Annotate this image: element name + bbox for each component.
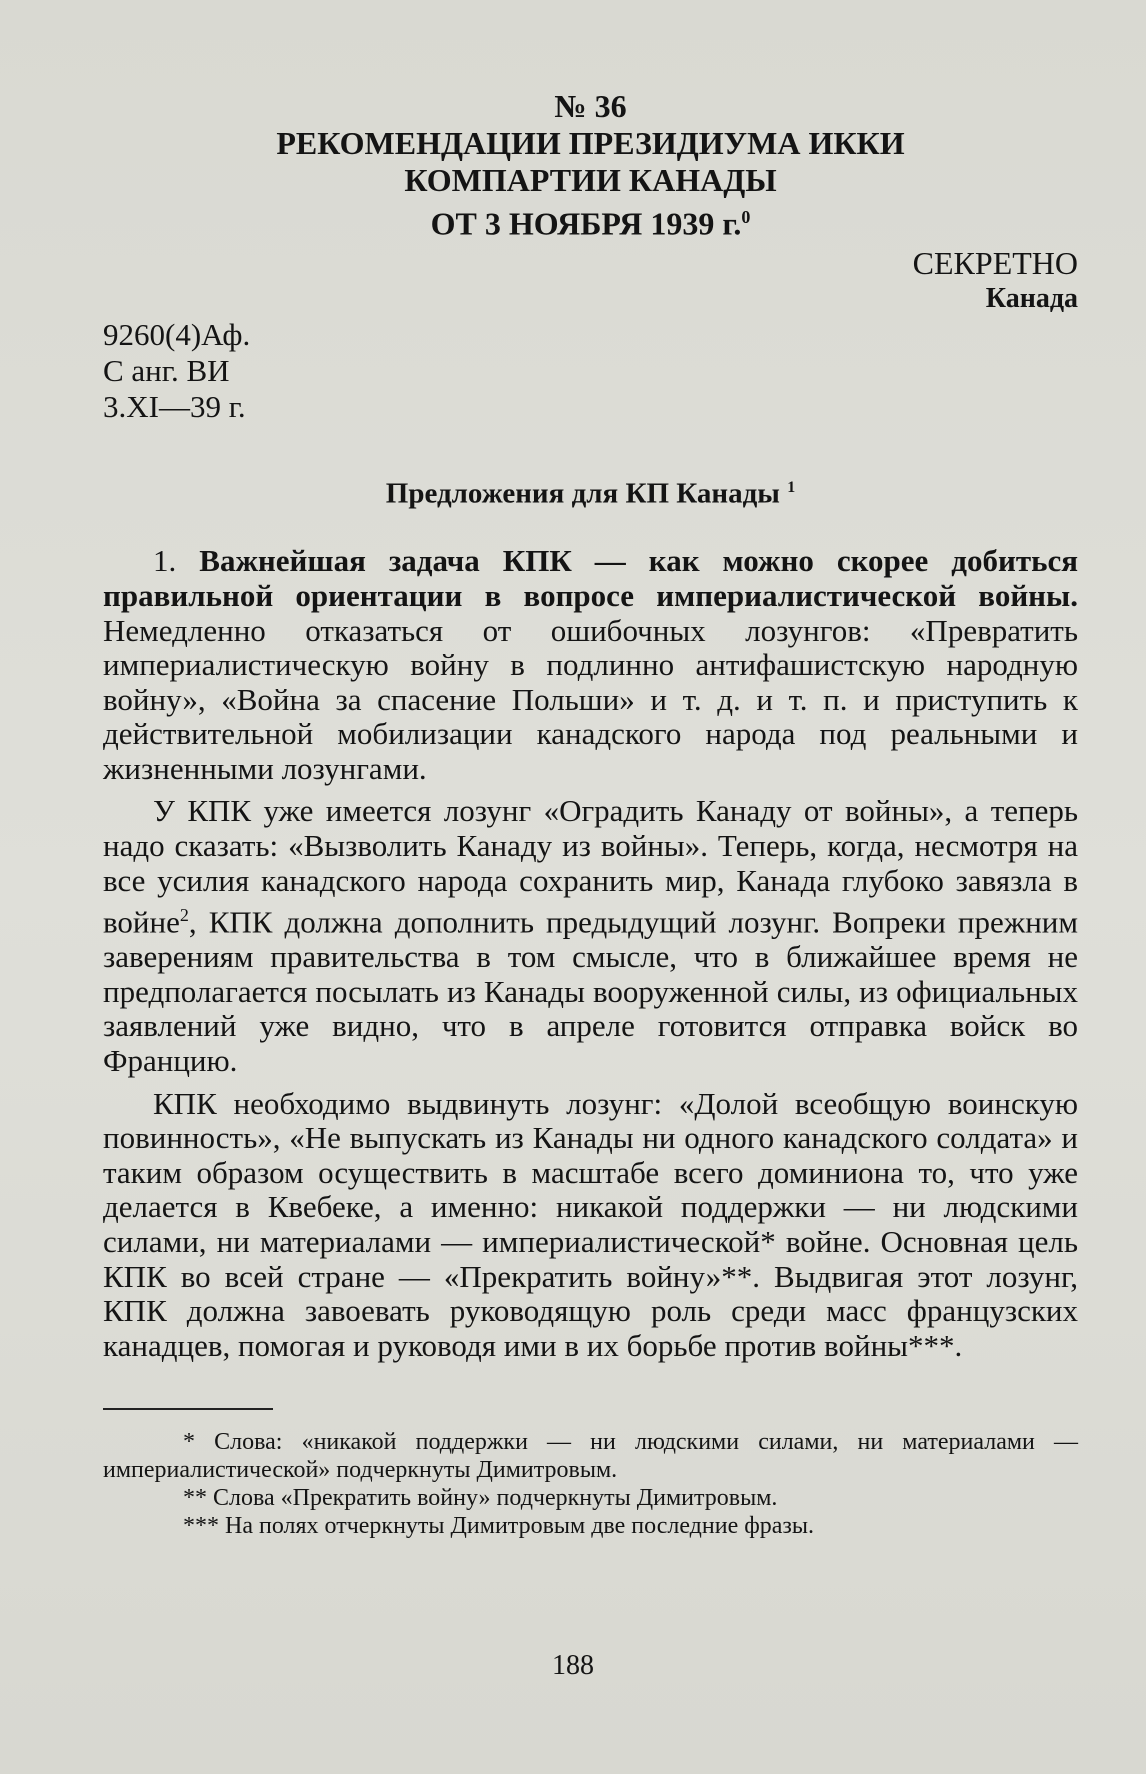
title-line-2: КОМПАРТИИ КАНАДЫ — [404, 162, 777, 198]
section-subtitle — [103, 471, 1078, 511]
paragraph-2-note-marker: 2 — [179, 905, 189, 926]
paragraph-1-text: Немедленно отказаться от ошибочных лозунгов: «Превратить империалистическую войну в подлинно антифашистскую народную войну», «Война за спасение Польши» и т. д. и т. п. и приступить к действительной мобилизации канадского народа под реальными и жизненными лозунгами. — [103, 612, 1078, 786]
title-line-3 — [103, 199, 1078, 243]
footnote-2: ** Слова «Прекратить войну» подчеркнуты Димитровым. — [183, 1485, 778, 1512]
paragraph-1-bold: Важнейшая задача КПК — как можно скорее добиться правильной ориентации в вопросе империалистической войны. — [103, 543, 1079, 613]
country-label: Канада — [985, 282, 1078, 314]
paragraph-1-number: 1. — [153, 543, 200, 579]
title-date: ОТ 3 НОЯБРЯ 1939 г. — [430, 205, 742, 242]
footnote-3: *** На полях отчеркнуты Димитровым две последние фразы. — [183, 1513, 815, 1540]
translation-note: С анг. ВИ — [103, 352, 230, 388]
document-header — [103, 88, 1078, 243]
classification-stamp: СЕКРЕТНО — [912, 244, 1078, 281]
document-content — [103, 88, 1078, 1540]
paragraph-2-text-b: , КПК должна дополнить предыдущий лозунг. Вопреки прежним заверениям правительства в том смысле, что в ближайшее время не предполагается посылать из Канады вооруженной силы, из официальных заявлений уже видно, что в апреле готовится отправка войск во Францию. — [103, 904, 1078, 1078]
document-number: № 36 — [554, 88, 627, 124]
page-number: 188 — [552, 1650, 594, 1681]
document-date: 3.XI—39 г. — [103, 388, 246, 424]
paragraph-2-text-a: У КПК уже имеется лозунг «Оградить Канаду от войны», а теперь надо сказать: «Вызволить Канаду из войны». Теперь, когда, несмотря на все усилия канадского народа сохранить мир, Канада глубоко завязла в войне — [103, 793, 1078, 940]
footnote-1: * Слова: «никакой поддержки — ни людскими силами, ни материалами — империалистической» подчеркнуты Димитровым. — [103, 1429, 1078, 1484]
footnote-divider — [103, 1408, 273, 1410]
paragraph-1 — [103, 544, 1078, 786]
paragraph-3: КПК необходимо выдвинуть лозунг: «Долой всеобщую воинскую повинность», «Не выпускать из Канады ни одного канадского солдата» и таким образом осуществить в масштабе всего доминиона то, что уже делается в Квебеке, а именно: никакой поддержки — ни людскими силами, ни материалами — империалистической* войне. Основная цель КПК во всей стране — «Прекратить войну»**. Выдвигая этот лозунг, КПК должна завоевать руководящую роль среди масс французских канадцев, помогая и руководя ими в их борьбе против войны***. — [103, 1085, 1078, 1363]
subtitle-text: Предложения для КП Канады — [385, 477, 780, 510]
subtitle-note-marker: 1 — [787, 478, 796, 496]
footnotes — [103, 1428, 1078, 1540]
title-note-marker: 0 — [741, 207, 751, 227]
archive-reference: 9260(4)Аф. — [103, 316, 251, 352]
paragraph-2 — [103, 794, 1078, 1078]
title-line-1: РЕКОМЕНДАЦИИ ПРЕЗИДИУМА ИККИ — [276, 125, 905, 161]
